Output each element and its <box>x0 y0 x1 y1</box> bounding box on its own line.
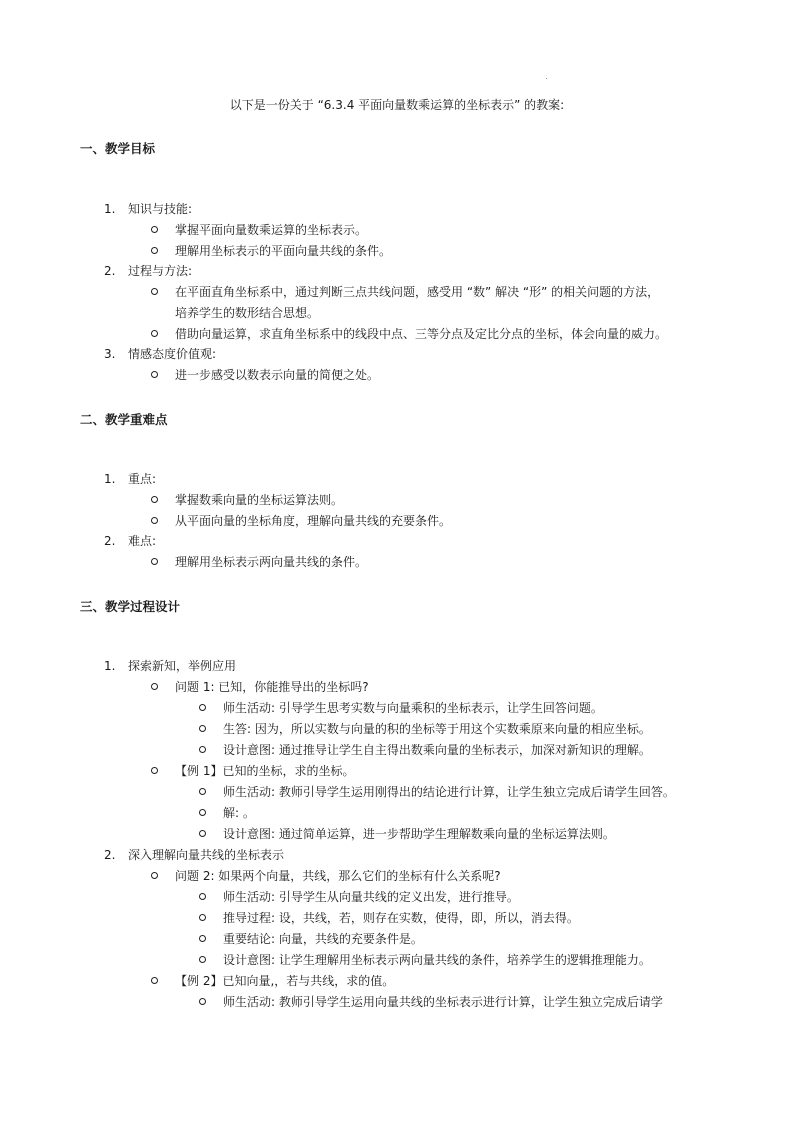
sub-list-item: 问题 1: 已知，你能推导出的坐标吗? <box>175 680 369 694</box>
bullet-icon <box>199 998 206 1005</box>
bullet-icon <box>199 788 206 795</box>
section-heading-key-points: 二、教学重难点 <box>80 412 168 427</box>
list-item: 探索新知，举例应用 <box>128 659 237 673</box>
bullet-icon <box>151 872 158 879</box>
intro-line: 以下是一份关于 “6.3.4 平面向量数乘运算的坐标表示” 的教案: <box>229 98 565 112</box>
list-number: 3. <box>104 347 116 361</box>
bullet-icon <box>151 558 158 565</box>
sub-list-item: 借助向量运算，求直角坐标系中的线段中点、三等分点及定比分点的坐标，体会向量的威力。 <box>175 327 668 341</box>
sub-sub-list-item: 师生活动: 教师引导学生运用刚得出的结论进行计算，让学生独立完成后请学生回答。 <box>223 785 675 799</box>
sub-sub-list-item: 设计意图: 让学生理解用坐标表示两向量共线的条件，培养学生的逻辑推理能力。 <box>223 953 651 967</box>
bullet-icon <box>151 226 158 233</box>
sub-list-item: 从平面向量的坐标角度，理解向量共线的充要条件。 <box>175 514 452 528</box>
sub-list-item: 掌握平面向量数乘运算的坐标表示。 <box>175 223 368 237</box>
bullet-icon <box>151 683 158 690</box>
sub-list-item: 进一步感受以数表示向量的简便之处。 <box>175 368 380 382</box>
section-heading-process: 三、教学过程设计 <box>80 599 181 614</box>
list-item: 深入理解向量共线的坐标表示 <box>128 848 285 862</box>
bullet-icon <box>151 330 158 337</box>
bullet-icon <box>151 288 158 295</box>
bullet-icon <box>199 914 206 921</box>
bullet-icon <box>151 496 158 503</box>
section-heading-objectives: 一、教学目标 <box>80 141 156 156</box>
sub-sub-list-item: 师生活动: 引导学生从向量共线的定义出发，进行推导。 <box>223 890 519 904</box>
bullet-icon <box>199 893 206 900</box>
bullet-icon <box>151 767 158 774</box>
list-item: 情感态度价值观: <box>128 347 217 361</box>
bullet-icon <box>151 977 158 984</box>
bullet-icon <box>151 247 158 254</box>
bullet-icon <box>199 809 206 816</box>
sub-sub-list-item: 师生活动: 引导学生思考实数与向量乘积的坐标表示，让学生回答问题。 <box>223 701 603 715</box>
bullet-icon <box>199 956 206 963</box>
bullet-icon <box>151 517 158 524</box>
list-item: 难点: <box>128 534 157 548</box>
bullet-icon <box>199 725 206 732</box>
sub-list-item: 【例 1】已知的坐标，求的坐标。 <box>175 764 355 778</box>
bullet-icon <box>199 830 206 837</box>
bullet-icon <box>199 704 206 711</box>
list-item: 重点: <box>128 472 157 486</box>
list-number: 1. <box>104 472 116 486</box>
sub-list-item: 问题 2: 如果两个向量，共线，那么它们的坐标有什么关系呢? <box>175 869 501 883</box>
sub-list-item: 掌握数乘向量的坐标运算法则。 <box>175 493 344 507</box>
list-item: 知识与技能: <box>128 202 193 216</box>
list-number: 2. <box>104 848 116 862</box>
list-item: 过程与方法: <box>128 264 193 278</box>
sub-sub-list-item: 解: 。 <box>223 806 255 820</box>
sub-sub-list-item: 重要结论: 向量，共线的充要条件是。 <box>223 932 423 946</box>
sub-list-item: 理解用坐标表示的平面向量共线的条件。 <box>175 244 392 258</box>
sub-sub-list-item: 生答: 因为，所以实数与向量的积的坐标等于用这个实数乘原来向量的相应坐标。 <box>223 722 651 736</box>
sub-list-item-continuation: 培养学生的数形结合思想。 <box>175 306 320 320</box>
sub-sub-list-item: 设计意图: 通过简单运算，进一步帮助学生理解数乘向量的坐标运算法则。 <box>223 827 615 841</box>
bullet-icon <box>199 935 206 942</box>
list-number: 2. <box>104 534 116 548</box>
list-number: 1. <box>104 202 116 216</box>
sub-list-item: 理解用坐标表示两向量共线的条件。 <box>175 555 368 569</box>
sub-sub-list-item: 师生活动: 教师引导学生运用向量共线的坐标表示进行计算，让学生独立完成后请学 <box>223 995 663 1009</box>
bullet-icon <box>199 746 206 753</box>
stray-dot <box>546 78 547 79</box>
list-number: 1. <box>104 659 116 673</box>
bullet-icon <box>151 371 158 378</box>
sub-sub-list-item: 推导过程: 设，共线，若，则存在实数，使得，即，所以，消去得。 <box>223 911 579 925</box>
sub-list-item: 在平面直角坐标系中，通过判断三点共线问题，感受用 “数” 解决 “形” 的相关问题的方法， <box>175 285 660 299</box>
sub-sub-list-item: 设计意图: 通过推导让学生自主得出数乘向量的坐标表示，加深对新知识的理解。 <box>223 743 651 757</box>
sub-list-item: 【例 2】已知向量,，若与共线，求的值。 <box>175 974 395 988</box>
list-number: 2. <box>104 264 116 278</box>
